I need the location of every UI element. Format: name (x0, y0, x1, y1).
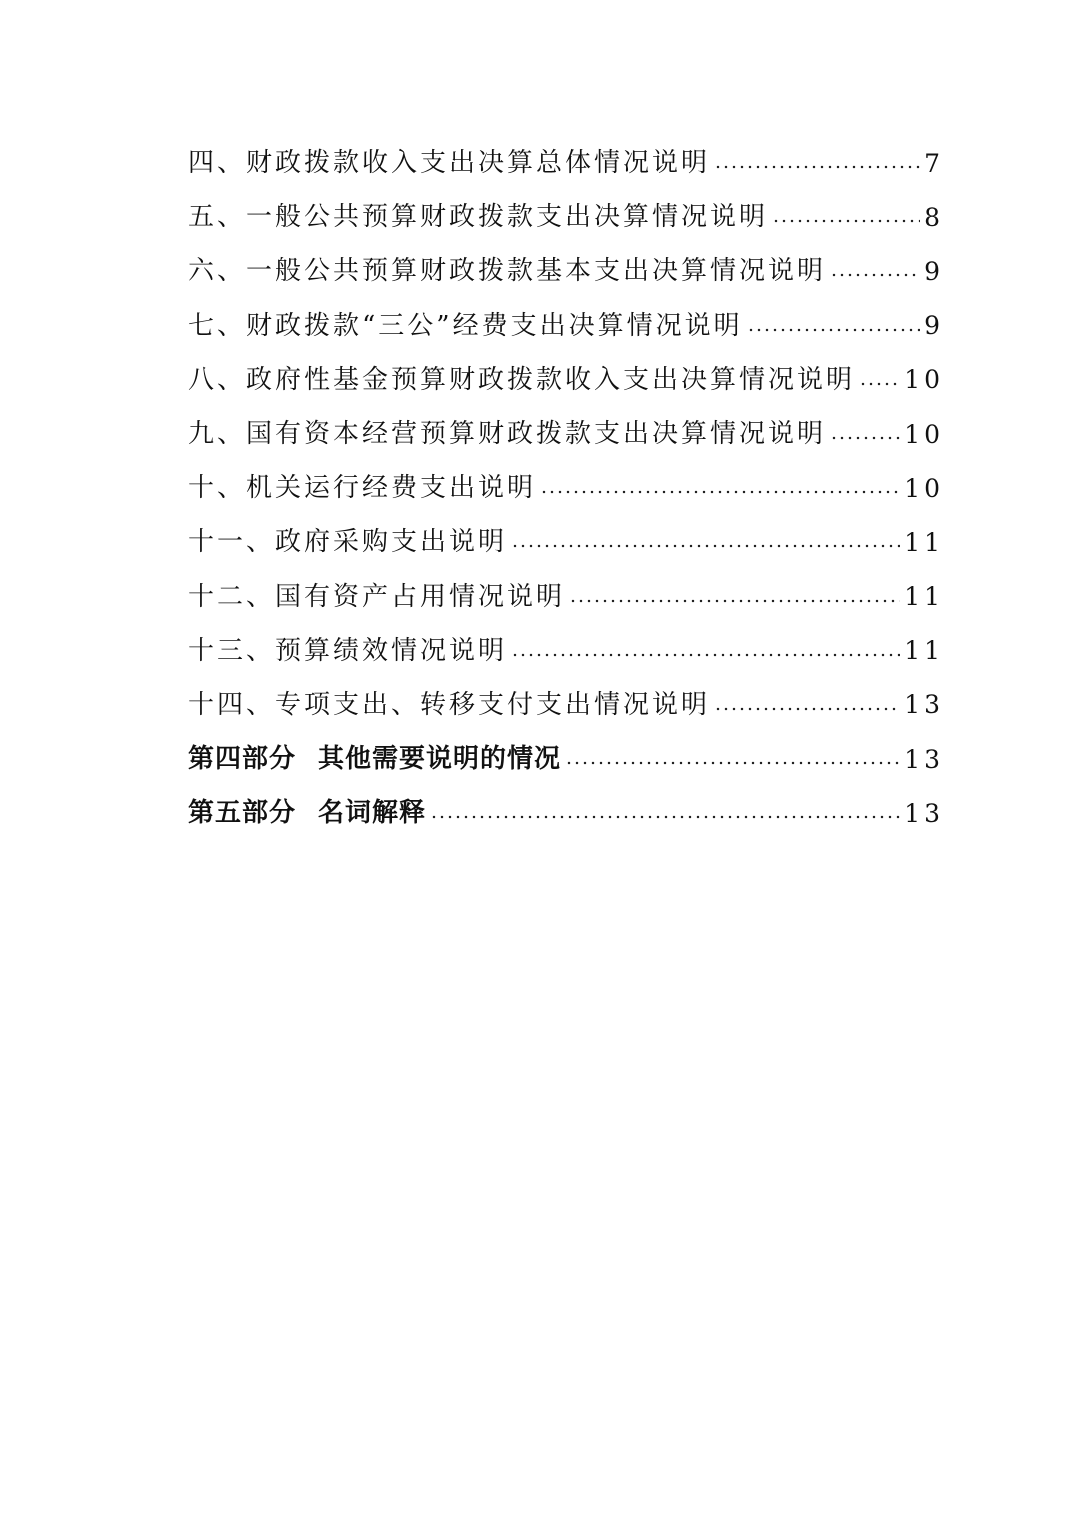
toc-entry-section-9[interactable] (188, 407, 944, 461)
toc-entry-section-14[interactable] (188, 678, 944, 732)
toc-entry-title: 十一、政府采购支出说明 (188, 527, 508, 558)
toc-entry-section-6[interactable] (188, 244, 944, 298)
toc-entry-section-4[interactable] (188, 136, 944, 190)
toc-entry-page: 10 (904, 419, 944, 449)
toc-entry-title: 七、财政拨款“三公”经费支出决算情况说明 (188, 310, 743, 341)
toc-part-5[interactable] (188, 786, 944, 840)
toc-part-heading (188, 744, 562, 775)
dot-leader (569, 599, 900, 603)
toc-entry-page: 10 (904, 365, 944, 395)
toc-entry-title: 五、一般公共预算财政拨款支出决算情况说明 (188, 202, 769, 233)
toc-entry-section-11[interactable] (188, 515, 944, 569)
toc-part-label: 第五部分 (188, 798, 297, 829)
table-of-contents (188, 136, 944, 840)
toc-part-heading (188, 798, 427, 829)
dot-leader (830, 273, 920, 277)
toc-entry-title: 八、政府性基金预算财政拨款收入支出决算情况说明 (188, 364, 856, 395)
toc-entry-page: 9 (924, 311, 944, 341)
dot-leader (747, 328, 921, 332)
dot-leader (859, 382, 900, 386)
dot-leader (714, 165, 920, 169)
dot-leader (714, 707, 900, 711)
dot-leader (772, 219, 920, 223)
dot-leader (511, 544, 900, 548)
toc-part-title: 名词解释 (318, 798, 427, 829)
dot-leader (430, 815, 900, 819)
toc-entry-section-7[interactable] (188, 299, 944, 353)
toc-entry-page: 11 (904, 636, 944, 666)
toc-part-4[interactable] (188, 732, 944, 786)
toc-entry-title: 九、国有资本经营预算财政拨款支出决算情况说明 (188, 419, 827, 450)
toc-entry-page: 13 (904, 690, 944, 720)
toc-entry-title: 六、一般公共预算财政拨款基本支出决算情况说明 (188, 256, 827, 287)
toc-entry-section-8[interactable] (188, 353, 944, 407)
toc-entry-page: 11 (904, 582, 944, 612)
toc-entry-title: 十二、国有资产占用情况说明 (188, 581, 566, 612)
toc-entry-page: 9 (924, 256, 944, 286)
toc-part-label: 第四部分 (188, 744, 297, 775)
toc-entry-title: 十、机关运行经费支出说明 (188, 473, 537, 504)
toc-entry-section-5[interactable] (188, 190, 944, 244)
dot-leader (511, 653, 900, 657)
dot-leader (830, 436, 900, 440)
toc-entry-title: 十三、预算绩效情况说明 (188, 635, 508, 666)
toc-part-page: 13 (904, 744, 944, 774)
dot-leader (540, 490, 900, 494)
toc-entry-title: 四、财政拨款收入支出决算总体情况说明 (188, 148, 711, 179)
toc-part-title: 其他需要说明的情况 (318, 744, 562, 775)
toc-entry-page: 8 (924, 202, 944, 232)
toc-entry-section-12[interactable] (188, 570, 944, 624)
toc-entry-title: 十四、专项支出、转移支付支出情况说明 (188, 689, 711, 720)
toc-entry-section-10[interactable] (188, 461, 944, 515)
toc-entry-page: 11 (904, 527, 944, 557)
dot-leader (565, 761, 900, 765)
toc-entry-section-13[interactable] (188, 624, 944, 678)
toc-entry-page: 10 (904, 473, 944, 503)
toc-part-page: 13 (904, 798, 944, 828)
toc-entry-page: 7 (924, 148, 944, 178)
